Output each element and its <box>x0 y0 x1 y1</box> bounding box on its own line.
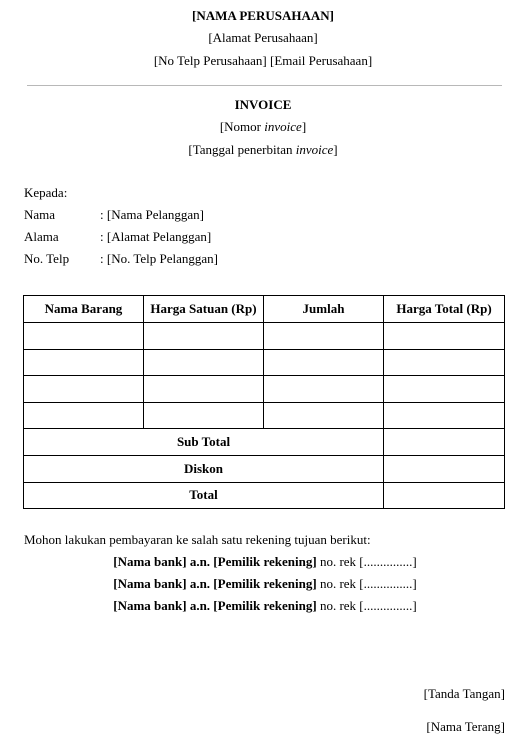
recipient-heading: Kepada: <box>24 185 68 200</box>
table-cell <box>144 323 264 350</box>
header-divider <box>27 85 502 86</box>
table-cell <box>144 349 264 376</box>
discount-label: Diskon <box>24 455 384 482</box>
recipient-name-label: Nama <box>24 207 56 222</box>
invoice-number-prefix: [Nomor <box>219 119 265 134</box>
table-row <box>24 349 505 376</box>
header-quantity: Jumlah <box>264 296 384 323</box>
total-label: Total <box>24 482 384 509</box>
signer-name: [Nama Terang] <box>426 719 505 734</box>
invoice-date-prefix: [Tanggal penerbitan <box>188 142 296 157</box>
bank-account-name: [Nama bank] a.n. [Pemilik rekening] <box>113 554 317 569</box>
table-cell <box>264 349 384 376</box>
table-cell <box>384 376 505 403</box>
bank-account-number: no. rek [...............] <box>316 598 417 613</box>
subtotal-value <box>384 429 505 456</box>
table-row <box>24 376 505 403</box>
recipient-address-label: Alama <box>24 229 59 244</box>
items-table <box>23 295 505 509</box>
bank-account-number: no. rek [...............] <box>316 554 417 569</box>
table-cell <box>384 402 505 429</box>
invoice-title: INVOICE <box>234 97 292 112</box>
table-cell <box>264 323 384 350</box>
recipient-phone-value: : [No. Telp Pelanggan] <box>100 251 218 266</box>
total-row <box>24 482 505 509</box>
subtotal-label: Sub Total <box>24 429 384 456</box>
table-row <box>24 323 505 350</box>
invoice-date-suffix: ] <box>333 142 338 157</box>
total-value <box>384 482 505 509</box>
table-cell <box>24 402 144 429</box>
subtotal-row <box>24 429 505 456</box>
discount-value <box>384 455 505 482</box>
bank-account-line <box>0 598 526 614</box>
table-cell <box>24 349 144 376</box>
table-cell <box>144 376 264 403</box>
company-address: [Alamat Perusahaan] <box>208 30 318 45</box>
table-cell <box>24 376 144 403</box>
bank-account-name: [Nama bank] a.n. [Pemilik rekening] <box>113 576 317 591</box>
invoice-date <box>0 142 526 158</box>
table-cell <box>144 402 264 429</box>
table-cell <box>264 402 384 429</box>
table-header-row <box>24 296 505 323</box>
header-unit-price: Harga Satuan (Rp) <box>144 296 264 323</box>
header-total-price: Harga Total (Rp) <box>384 296 505 323</box>
table-cell <box>264 376 384 403</box>
table-cell <box>384 349 505 376</box>
table-cell <box>384 323 505 350</box>
invoice-number-italic: invoice <box>264 119 302 134</box>
recipient-phone-label: No. Telp <box>24 251 70 266</box>
recipient-address-value: : [Alamat Pelanggan] <box>100 229 212 244</box>
invoice-number-suffix: ] <box>301 119 307 134</box>
bank-account-line <box>0 554 526 570</box>
invoice-number <box>0 119 526 135</box>
company-contact: [No Telp Perusahaan] [Email Perusahaan] <box>153 53 373 68</box>
table-row <box>24 402 505 429</box>
discount-row <box>24 455 505 482</box>
invoice-date-italic: invoice <box>295 142 334 157</box>
signature-placeholder: [Tanda Tangan] <box>423 686 505 701</box>
payment-instruction: Mohon lakukan pembayaran ke salah satu rekening tujuan berikut: <box>24 532 371 547</box>
table-cell <box>24 323 144 350</box>
header-item-name: Nama Barang <box>24 296 144 323</box>
bank-account-line <box>0 576 526 592</box>
company-name: [NAMA PERUSAHAAN] <box>192 8 334 23</box>
recipient-name-value: : [Nama Pelanggan] <box>100 207 204 222</box>
bank-account-name: [Nama bank] a.n. [Pemilik rekening] <box>113 598 317 613</box>
bank-account-number: no. rek [...............] <box>316 576 417 591</box>
